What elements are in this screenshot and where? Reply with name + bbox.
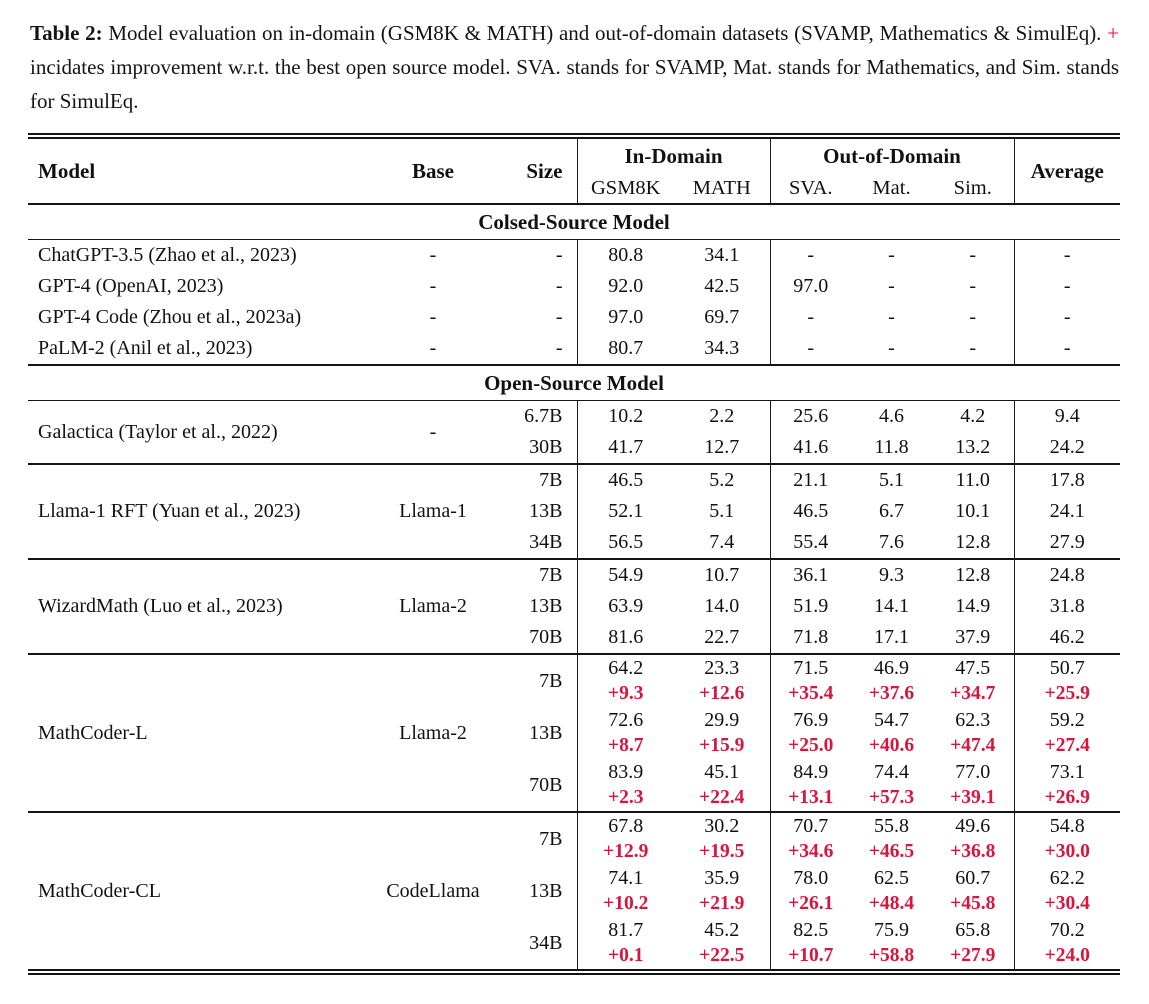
metric-value: 59.2 [1049,708,1085,731]
improvement-value: +46.5 [868,841,915,862]
improvement-value: +34.6 [788,841,834,862]
improvement-value: +12.6 [674,681,770,707]
metric-value: 69.7 [674,302,770,333]
metric-value: 62.2 [1049,866,1085,889]
metric-value: 5.1 [851,464,932,496]
metric-value: 73.1 [1049,760,1085,783]
metric-value: 7.6 [879,531,904,553]
metric-value: 46.9 [851,654,932,681]
size-value: 70B [498,622,577,654]
model-name: MathCoder-L [28,654,368,812]
size-value: - [498,302,577,333]
table-row [28,240,1120,272]
improvement-value: +40.6 [868,735,915,756]
size-value: 7B [498,464,577,496]
metric-value: 46.5 [577,464,674,496]
table-header [28,139,1120,204]
metric-value: 25.6 [793,405,829,427]
metric-value: 30.2 [674,812,770,839]
metric-value: 27.9 [1049,531,1085,553]
metric-value: 54.8 [1014,812,1120,839]
metric-value: 31.8 [1049,595,1085,617]
improvement-value: +36.8 [932,839,1014,865]
metric-value: 21.1 [770,464,851,496]
table-row [28,812,1120,839]
section-title: Open-Source Model [28,365,1120,401]
metric-value: 17.8 [1014,464,1120,496]
metric-value: 97.0 [793,275,829,297]
metric-value: 49.6 [932,812,1014,839]
metric-value: 6.7 [879,500,904,522]
size-value: 34B [498,527,577,559]
metric-value: - [807,244,815,266]
caption-text-before: Model evaluation on in-domain (GSM8K & MATH) and out-of-domain datasets (SVAMP, Mathematics & SimulEq). [102,21,1108,45]
table-row [28,302,1120,333]
metric-value: 22.7 [674,622,770,654]
metric-value: 4.6 [879,405,904,427]
improvement-value: +8.7 [608,735,644,756]
results-table-frame [28,133,1120,975]
table-caption [0,0,1149,118]
caption-label: Table 2: [30,21,103,45]
metric-value: - [807,337,815,359]
model-name: Galactica (Taylor et al., 2022) [38,420,278,443]
improvement-value: +10.2 [603,893,649,914]
metric-value: - [932,271,1014,302]
metric-value: 74.4 [874,760,909,783]
metric-value: 5.2 [674,464,770,496]
size-value: 7B [498,559,577,591]
metric-value: 60.7 [932,865,1014,891]
improvement-value: +25.9 [1044,683,1090,704]
metric-value: 81.7 [608,918,644,941]
metric-value: 76.9 [793,708,829,731]
metric-value: 13.2 [932,432,1014,464]
metric-value: 14.0 [674,591,770,622]
improvement-value: +15.9 [674,733,770,759]
metric-value: 62.3 [932,707,1014,733]
metric-value: - [932,240,1014,272]
size-value: 13B [498,496,577,527]
metric-value: - [888,306,895,328]
metric-value: 64.2 [577,654,674,681]
model-name: MathCoder-CL [28,812,368,969]
metric-value: - [807,306,815,328]
model-name: PaLM-2 (Anil et al., 2023) [38,337,253,359]
improvement-value: +37.6 [868,683,915,704]
metric-value: 75.9 [874,918,909,941]
metric-value: 24.2 [1049,436,1085,458]
size-value: 13B [498,591,577,622]
size-value: 13B [498,865,577,917]
improvement-value: +19.5 [674,839,770,865]
metric-value: 9.3 [851,559,932,591]
metric-value: 80.7 [608,337,644,359]
metric-value: 4.2 [932,401,1014,433]
metric-value: 12.7 [674,432,770,464]
header-model: Model [38,158,96,183]
metric-value: 29.9 [674,707,770,733]
metric-value: 5.1 [674,496,770,527]
size-value: - [498,240,577,272]
metric-value: - [888,275,895,297]
improvement-value: +22.4 [674,785,770,812]
table-body [28,204,1120,969]
improvement-value: +24.0 [1044,945,1090,966]
table-row [28,271,1120,302]
metric-value: 35.9 [674,865,770,891]
metric-value: 23.3 [674,654,770,681]
size-value: 30B [498,432,577,464]
improvement-value: +9.3 [608,683,644,704]
metric-value: - [932,333,1014,365]
metric-value: 14.9 [932,591,1014,622]
improvement-value: +26.1 [788,893,834,914]
metric-value: 70.7 [770,812,851,839]
size-value: 7B [498,654,577,707]
metric-value: 34.1 [674,240,770,272]
base-model: Llama-2 [368,654,498,812]
metric-value: 52.1 [608,500,644,522]
metric-value: 10.7 [674,559,770,591]
improvement-value: +26.9 [1044,787,1090,808]
metric-value: 81.6 [608,626,644,648]
metric-value: 46.2 [1049,626,1085,648]
metric-value: 92.0 [608,275,644,297]
metric-value: - [888,337,895,359]
improvement-value: +27.9 [932,943,1014,969]
base-model: - [429,337,437,359]
header-base: Base [412,158,454,183]
results-table [28,139,1120,969]
table-row [28,333,1120,365]
metric-value: 56.5 [608,531,644,553]
model-name: Llama-1 RFT (Yuan et al., 2023) [28,464,368,559]
metric-value: 50.7 [1014,654,1120,681]
metric-value: 9.4 [1054,405,1080,427]
section-row [28,204,1120,240]
improvement-value: +21.9 [674,891,770,917]
improvement-value: +25.0 [788,735,834,756]
table-row [28,401,1120,433]
improvement-value: +30.4 [1044,893,1090,914]
header-out-of-domain: Out-of-Domain [770,139,1014,173]
metric-value: - [1063,244,1071,266]
metric-value: 63.9 [608,595,644,617]
improvement-value: +48.4 [868,893,915,914]
metric-value: 67.8 [577,812,674,839]
metric-value: 12.8 [932,559,1014,591]
header-gsm8k: GSM8K [591,176,661,199]
base-model: - [429,275,437,297]
metric-value: 72.6 [608,708,644,731]
metric-value: 55.4 [793,531,829,553]
caption-text-after: incidates improvement w.r.t. the best open source model. SVA. stands for SVAMP, Mat. stands for Mathematics, and Sim. stands for SimulEq. [30,55,1119,113]
section-row [28,365,1120,401]
improvement-value: +35.4 [788,683,834,704]
improvement-value: +57.3 [868,787,915,808]
improvement-value: +0.1 [608,945,644,966]
size-value: 7B [498,812,577,865]
metric-value: 71.8 [793,626,829,648]
metric-value: 47.5 [932,654,1014,681]
size-value: - [498,333,577,365]
improvement-value: +47.4 [932,733,1014,759]
size-value: 6.7B [498,401,577,433]
improvement-value: +30.0 [1044,841,1090,862]
metric-value: 41.7 [608,436,644,458]
metric-value: 24.8 [1014,559,1120,591]
metric-value: 45.1 [674,759,770,785]
metric-value: 74.1 [608,866,644,889]
size-value: 34B [498,917,577,969]
metric-value: 7.4 [674,527,770,559]
size-value: - [498,271,577,302]
metric-value: 45.2 [674,917,770,943]
metric-value: 84.9 [793,760,829,783]
model-name: GPT-4 Code (Zhou et al., 2023a) [38,306,302,328]
metric-value: 83.9 [608,760,644,783]
improvement-value: +13.1 [788,787,834,808]
metric-value: 11.8 [874,436,909,458]
table-row [28,559,1120,591]
improvement-value: +22.5 [674,943,770,969]
metric-value: 71.5 [770,654,851,681]
metric-value: 70.2 [1049,918,1085,941]
metric-value: 55.8 [851,812,932,839]
size-value: 70B [498,759,577,812]
improvement-value: +12.9 [603,841,649,862]
metric-value: 77.0 [932,759,1014,785]
base-model: - [429,420,437,443]
metric-value: 41.6 [793,436,829,458]
base-model: Llama-1 [368,464,498,559]
metric-value: 34.3 [674,333,770,365]
header-math: MATH [674,173,770,204]
metric-value: 42.5 [674,271,770,302]
improvement-value: +58.8 [868,945,915,966]
metric-value: 37.9 [932,622,1014,654]
plus-sign: + [1107,21,1119,45]
metric-value: 54.7 [874,708,909,731]
header-svamp: SVA. [789,176,833,199]
improvement-value: +39.1 [932,785,1014,812]
metric-value: 10.1 [932,496,1014,527]
metric-value: 78.0 [793,866,829,889]
metric-value: 12.8 [932,527,1014,559]
metric-value: 65.8 [932,917,1014,943]
metric-value: - [932,302,1014,333]
header-row-groups [28,139,1120,173]
metric-value: 82.5 [793,918,829,941]
section-title: Colsed-Source Model [28,204,1120,240]
metric-value: 24.1 [1049,500,1085,522]
base-model: CodeLlama [368,812,498,969]
improvement-value: +34.7 [932,681,1014,707]
metric-value: 97.0 [608,306,644,328]
metric-value: - [1063,306,1071,328]
metric-value: - [888,244,895,266]
metric-value: 14.1 [874,595,909,617]
metric-value: 10.2 [608,405,644,427]
improvement-value: +45.8 [932,891,1014,917]
table-row [28,654,1120,681]
base-model: Llama-2 [368,559,498,654]
header-simuleq: Sim. [932,173,1014,204]
metric-value: 46.5 [793,500,829,522]
metric-value: 80.8 [608,244,644,266]
size-value: 13B [498,707,577,759]
improvement-value: +10.7 [788,945,834,966]
base-model: - [429,244,437,266]
metric-value: 54.9 [577,559,674,591]
improvement-value: +2.3 [608,787,644,808]
header-average: Average [1030,158,1104,183]
base-model: - [429,306,437,328]
metric-value: 11.0 [932,464,1014,496]
header-size: Size [498,139,577,204]
header-mathematics: Mat. [872,176,911,199]
header-in-domain: In-Domain [577,139,770,173]
model-name: ChatGPT-3.5 (Zhao et al., 2023) [38,244,297,266]
improvement-value: +27.4 [1044,735,1090,756]
metric-value: 62.5 [874,866,909,889]
metric-value: 36.1 [770,559,851,591]
metric-value: 2.2 [674,401,770,433]
metric-value: 51.9 [793,595,829,617]
metric-value: 17.1 [874,626,909,648]
metric-value: - [1063,337,1071,359]
table-row [28,464,1120,496]
model-name: WizardMath (Luo et al., 2023) [28,559,368,654]
model-name: GPT-4 (OpenAI, 2023) [38,275,224,297]
metric-value: - [1063,275,1071,297]
